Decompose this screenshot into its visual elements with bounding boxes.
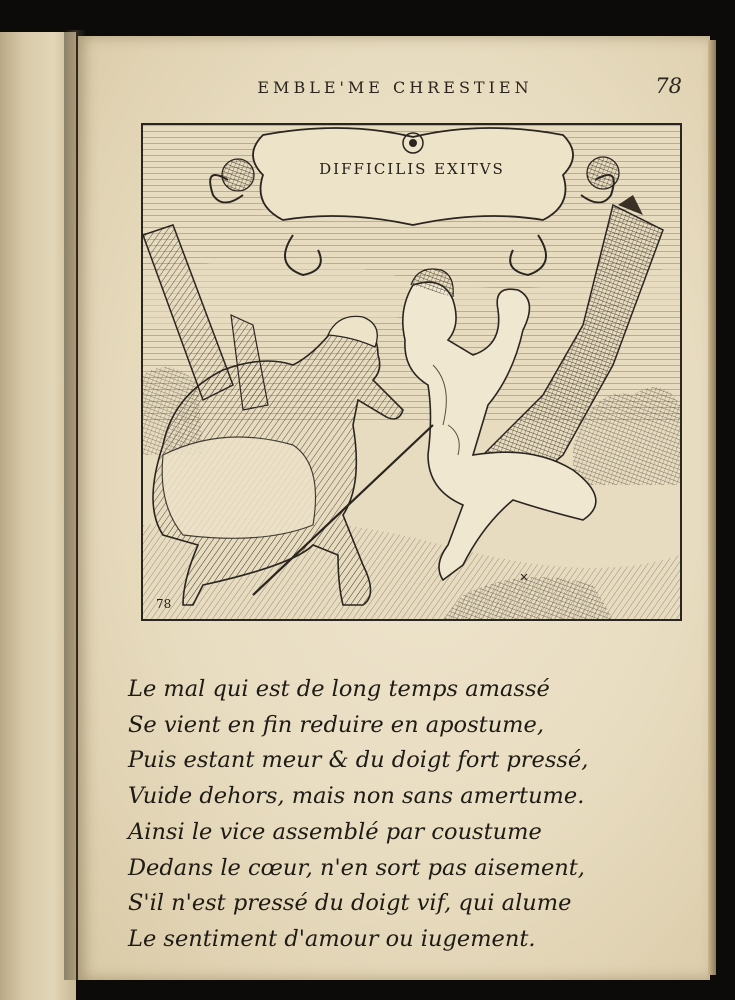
verse-line: Le mal qui est de long temps amassé — [128, 676, 550, 702]
engraving-illustration — [143, 125, 680, 619]
verse-line: Vuide dehors, mais non sans amertume. — [128, 783, 585, 810]
verse-line: Se vient en fin reduire en apostume, — [128, 711, 544, 738]
verse-line: S'il n'est pressé du doigt vif, qui alume — [128, 890, 572, 917]
verse-line: Ainsi le vice assemblé par coustume — [128, 818, 542, 845]
verse-line: Dedans le cœur, n'en sort pas aisement, — [128, 854, 585, 881]
verse-line: Le sentiment d'amour ou iugement. — [128, 925, 536, 952]
verse-line: Puis estant meur & du doigt fort pressé, — [128, 747, 589, 774]
page-edge — [708, 40, 716, 975]
emblem-motto: DIFFICILIS EXITVS — [319, 160, 505, 178]
emblem-engraving — [141, 123, 682, 621]
running-head: EMBLE'ME CHRESTIEN — [257, 78, 533, 97]
verse-stanza — [128, 672, 688, 958]
plate-number: 78 — [156, 597, 172, 611]
page-number: 78 — [655, 74, 682, 98]
